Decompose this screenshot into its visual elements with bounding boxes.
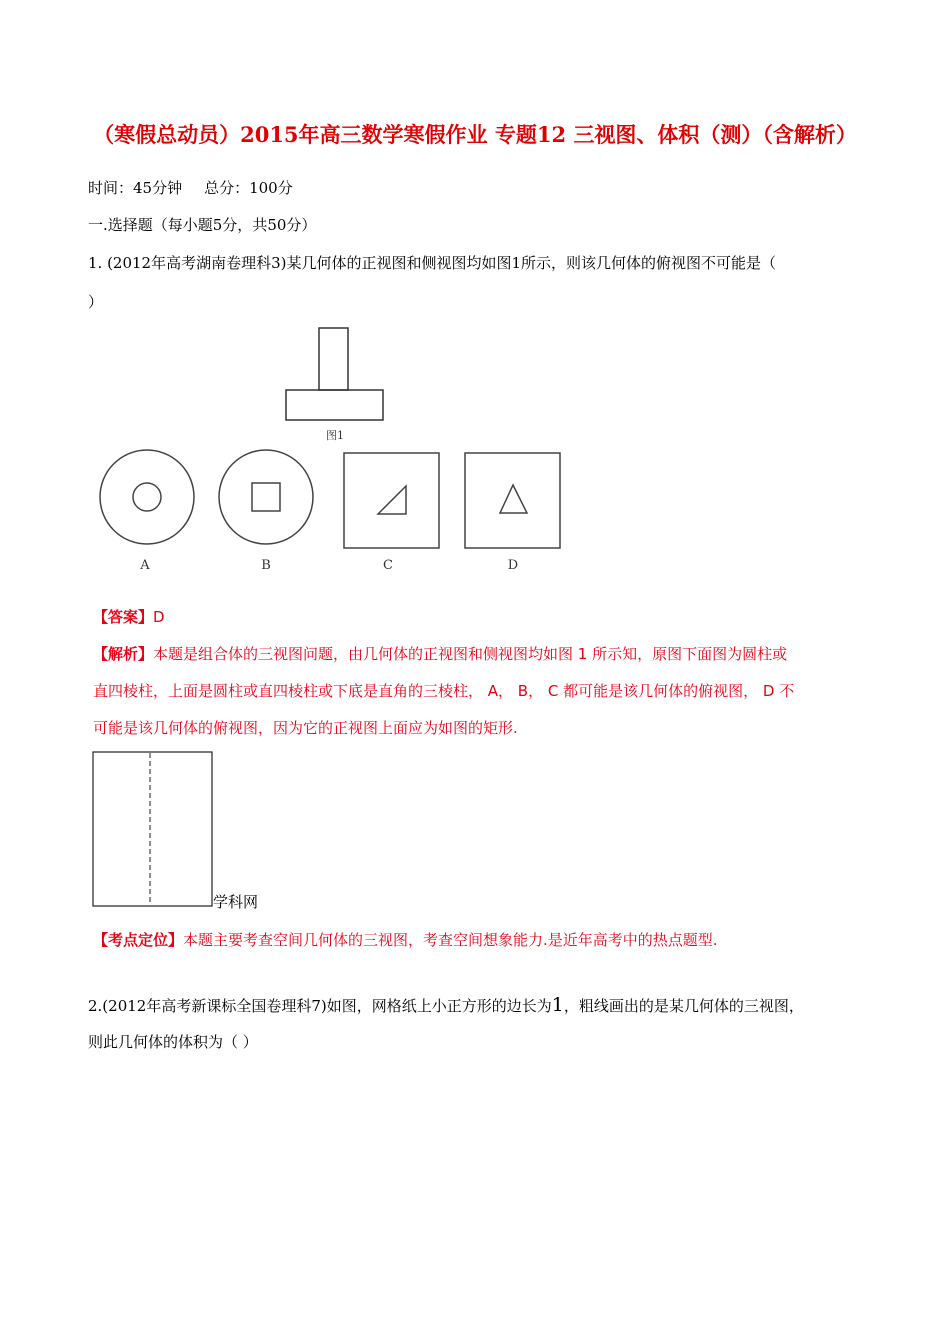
exam-meta — [88, 178, 293, 198]
q2-stem-line1 — [88, 995, 804, 1016]
option-b — [219, 450, 313, 573]
option-d — [465, 453, 560, 573]
q1-analysis-line3: 可能是该几何体的俯视图，因为它的正视图上面应为如图的矩形. — [93, 719, 518, 737]
q2-stem-text-b: ，粗线画出的是某几何体的三视图， — [563, 997, 804, 1015]
q1-answer — [93, 607, 165, 627]
q2-stem-line2: 则此几何体的体积为（ ） — [88, 1033, 258, 1051]
q1-stem-line2: ） — [88, 293, 104, 311]
option-a-inner-circle — [133, 483, 161, 511]
page-title: （寒假总动员）2015年高三数学寒假作业 专题12 三视图、体积（测）（含解析） — [93, 122, 857, 147]
option-d-triangle — [500, 485, 527, 513]
option-d-label: D — [507, 558, 519, 573]
option-b-label: B — [261, 558, 271, 573]
fig1-caption: 图1 — [326, 429, 344, 442]
q1-options-figure — [92, 448, 582, 578]
option-d-square — [465, 453, 560, 548]
fig1-base-rect — [286, 390, 383, 420]
analysis-tag: 【解析】 — [93, 645, 154, 663]
q2-stem-number: 1 — [551, 994, 564, 1016]
kaodian-text: 本题主要考查空间几何体的三视图，考查空间想象能力.是近年高考中的热点题型. — [183, 931, 718, 949]
analysis-text-1: 本题是组合体的三视图问题，由几何体的正视图和侧视图均如图 1 所示知，原图下面图为圆柱或 — [153, 645, 788, 663]
option-c-right-triangle — [378, 486, 406, 514]
section-heading: 一.选择题（每小题5分，共50分） — [88, 216, 317, 234]
q1-stem-line1: 1. (2012年高考湖南卷理科3)某几何体的正视图和侧视图均如图1所示，则该几何体的俯视图不可能是（ — [88, 254, 777, 272]
total-score: 总分：100分 — [204, 179, 293, 197]
time-limit: 时间：45分钟 — [88, 179, 183, 197]
watermark-text: 学科网 — [213, 893, 259, 911]
q1-analysis-line1 — [93, 644, 787, 664]
option-c — [344, 453, 439, 573]
figure-1 — [280, 325, 390, 445]
kaodian-tag: 【考点定位】 — [93, 931, 184, 949]
q1-kaodian — [93, 930, 718, 950]
option-b-inner-square — [252, 483, 280, 511]
q1-analysis-line2: 直四棱柱，上面是圆柱或直四棱柱或下底是直角的三棱柱， A， B， C 都可能是该几何体的俯视图， D 不 — [93, 682, 795, 700]
answer-tag: 【答案】 — [93, 608, 154, 626]
option-a — [100, 450, 194, 573]
answer-value: D — [153, 608, 165, 626]
fig1-upper-rect — [319, 328, 348, 390]
q2-stem-text-a: 2.(2012年高考新课标全国卷理科7)如图，网格纸上小正方形的边长为 — [88, 997, 552, 1015]
option-b-outer-circle — [219, 450, 313, 544]
option-a-outer-circle — [100, 450, 194, 544]
analysis-rectangle — [93, 752, 212, 906]
option-a-label: A — [140, 558, 150, 573]
option-c-label: C — [383, 558, 393, 573]
analysis-rectangle-figure — [92, 751, 216, 911]
